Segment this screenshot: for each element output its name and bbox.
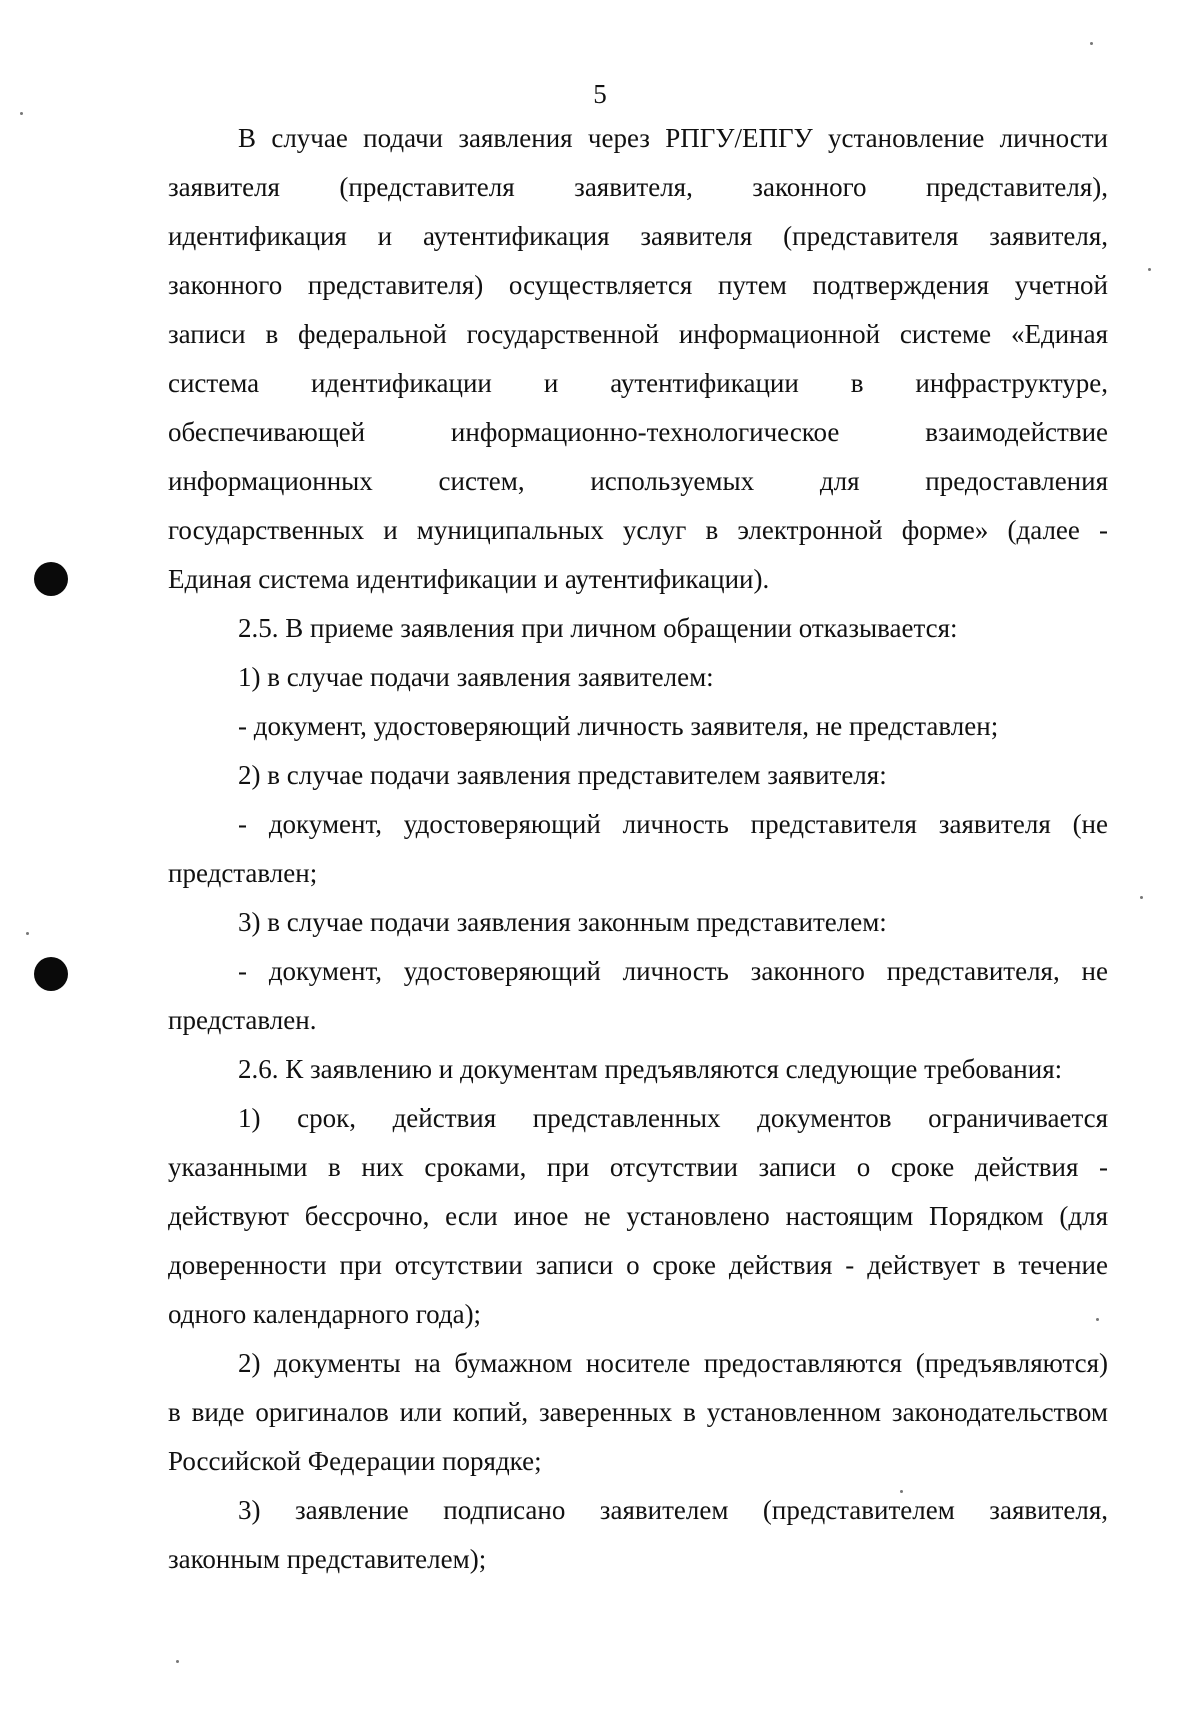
- text-line: обеспечивающей информационно-технологическое взаимодействие: [168, 417, 1108, 447]
- text-line: - документ, удостоверяющий личность законного представителя, не: [238, 956, 1108, 986]
- text-line: Российской Федерации порядке;: [168, 1446, 542, 1476]
- text-line: 2.6. К заявлению и документам предъявляются следующие требования:: [238, 1054, 1063, 1084]
- hole-punch-mark: [34, 957, 68, 991]
- scan-speck: [1140, 896, 1143, 899]
- text-line: 2) документы на бумажном носителе предоставляются (предъявляются): [238, 1348, 1108, 1378]
- text-line: представлен;: [168, 858, 318, 888]
- scan-speck: [1090, 42, 1093, 45]
- text-line: 2.5. В приеме заявления при личном обращении отказывается:: [238, 613, 958, 643]
- text-line: - документ, удостоверяющий личность представителя заявителя (не: [238, 809, 1108, 839]
- text-line: 1) срок, действия представленных документов ограничивается: [238, 1103, 1108, 1133]
- text-line: законного представителя) осуществляется путем подтверждения учетной: [168, 270, 1108, 300]
- text-line: представлен.: [168, 1005, 317, 1035]
- text-line: 3) заявление подписано заявителем (представителем заявителя,: [238, 1495, 1108, 1525]
- text-line: действуют бессрочно, если иное не установлено настоящим Порядком (для: [168, 1201, 1108, 1231]
- text-line: записи в федеральной государственной информационной системе «Единая: [168, 319, 1108, 349]
- scan-speck: [20, 112, 23, 115]
- scan-speck: [26, 932, 29, 935]
- hole-punch-mark: [34, 562, 68, 596]
- text-line: 1) в случае подачи заявления заявителем:: [238, 662, 714, 692]
- text-line: - документ, удостоверяющий личность заявителя, не представлен;: [238, 711, 999, 741]
- scan-speck: [1148, 268, 1151, 271]
- scan-speck: [176, 1660, 179, 1663]
- document-body: [168, 114, 1108, 1584]
- text-line: идентификация и аутентификация заявителя (представителя заявителя,: [168, 221, 1108, 251]
- text-line: в виде оригиналов или копий, заверенных в установленном законодательством: [168, 1397, 1108, 1427]
- text-line: В случае подачи заявления через РПГУ/ЕПГУ установление личности: [238, 123, 1108, 153]
- text-line: законным представителем);: [168, 1544, 487, 1574]
- text-line: система идентификации и аутентификации в инфраструктуре,: [168, 368, 1108, 398]
- text-line: государственных и муниципальных услуг в электронной форме» (далее -: [168, 515, 1108, 545]
- text-line: 2) в случае подачи заявления представителем заявителя:: [238, 760, 887, 790]
- text-line: доверенности при отсутствии записи о сроке действия - действует в течение: [168, 1250, 1108, 1280]
- text-line: заявителя (представителя заявителя, законного представителя),: [168, 172, 1108, 202]
- text-line: Единая система идентификации и аутентификации).: [168, 564, 770, 594]
- text-line: указанными в них сроками, при отсутствии записи о сроке действия -: [168, 1152, 1108, 1182]
- text-line: одного календарного года);: [168, 1299, 482, 1329]
- text-line: 3) в случае подачи заявления законным представителем:: [238, 907, 887, 937]
- text-line: информационных систем, используемых для предоставления: [168, 466, 1108, 496]
- page-number: 5: [593, 79, 607, 109]
